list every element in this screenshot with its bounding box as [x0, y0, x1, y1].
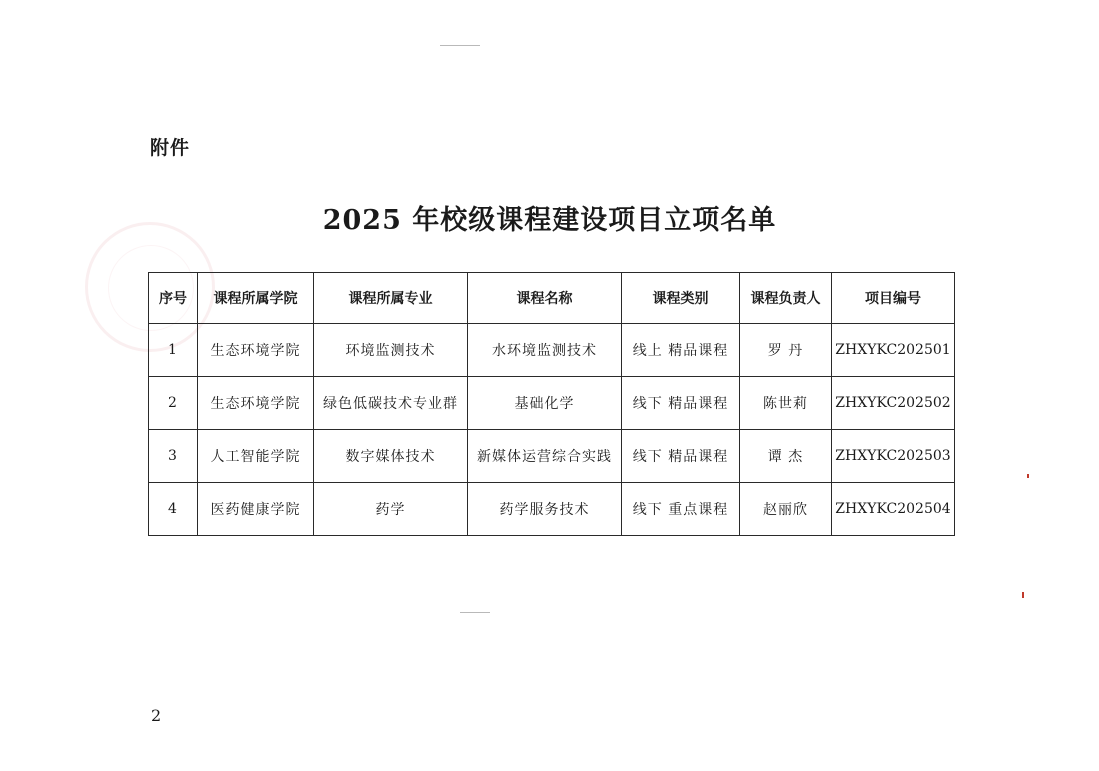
cell-project-code: ZHXYKC202501: [832, 324, 955, 377]
header-course-name: 课程名称: [468, 273, 622, 324]
scan-mark: [1027, 474, 1029, 478]
cell-index: 3: [149, 430, 198, 483]
header-major: 课程所属专业: [314, 273, 468, 324]
table-row: [149, 324, 955, 377]
cell-course-type: 线下 重点课程: [622, 483, 740, 536]
table-row: [149, 430, 955, 483]
cell-course-type: 线上 精品课程: [622, 324, 740, 377]
cell-index: 4: [149, 483, 198, 536]
table-header-row: [149, 273, 955, 324]
cell-college: 医药健康学院: [198, 483, 314, 536]
header-project-code: 项目编号: [832, 273, 955, 324]
cell-college: 生态环境学院: [198, 324, 314, 377]
cell-major: 绿色低碳技术专业群: [314, 377, 468, 430]
scan-speck: [460, 612, 490, 613]
cell-major: 药学: [314, 483, 468, 536]
cell-lead: 罗 丹: [740, 324, 832, 377]
attachment-label: 附件: [150, 137, 191, 159]
table-row: [149, 377, 955, 430]
cell-index: 1: [149, 324, 198, 377]
page-number: 2: [151, 706, 162, 725]
cell-index: 2: [149, 377, 198, 430]
cell-course-name: 基础化学: [468, 377, 622, 430]
header-lead: 课程负责人: [740, 273, 832, 324]
cell-course-type: 线下 精品课程: [622, 430, 740, 483]
cell-course-name: 水环境监测技术: [468, 324, 622, 377]
cell-college: 人工智能学院: [198, 430, 314, 483]
header-course-type: 课程类别: [622, 273, 740, 324]
cell-major: 数字媒体技术: [314, 430, 468, 483]
project-table: [148, 272, 955, 536]
cell-course-name: 新媒体运营综合实践: [468, 430, 622, 483]
cell-lead: 赵丽欣: [740, 483, 832, 536]
scan-mark: [1022, 592, 1024, 598]
cell-major: 环境监测技术: [314, 324, 468, 377]
cell-lead: 谭 杰: [740, 430, 832, 483]
header-index: 序号: [149, 273, 198, 324]
scan-speck: [440, 45, 480, 46]
cell-project-code: ZHXYKC202502: [832, 377, 955, 430]
cell-project-code: ZHXYKC202503: [832, 430, 955, 483]
table-row: [149, 483, 955, 536]
header-college: 课程所属学院: [198, 273, 314, 324]
cell-college: 生态环境学院: [198, 377, 314, 430]
cell-course-type: 线下 精品课程: [622, 377, 740, 430]
cell-lead: 陈世莉: [740, 377, 832, 430]
cell-course-name: 药学服务技术: [468, 483, 622, 536]
document-title: 2025 年校级课程建设项目立项名单: [322, 205, 777, 236]
cell-project-code: ZHXYKC202504: [832, 483, 955, 536]
